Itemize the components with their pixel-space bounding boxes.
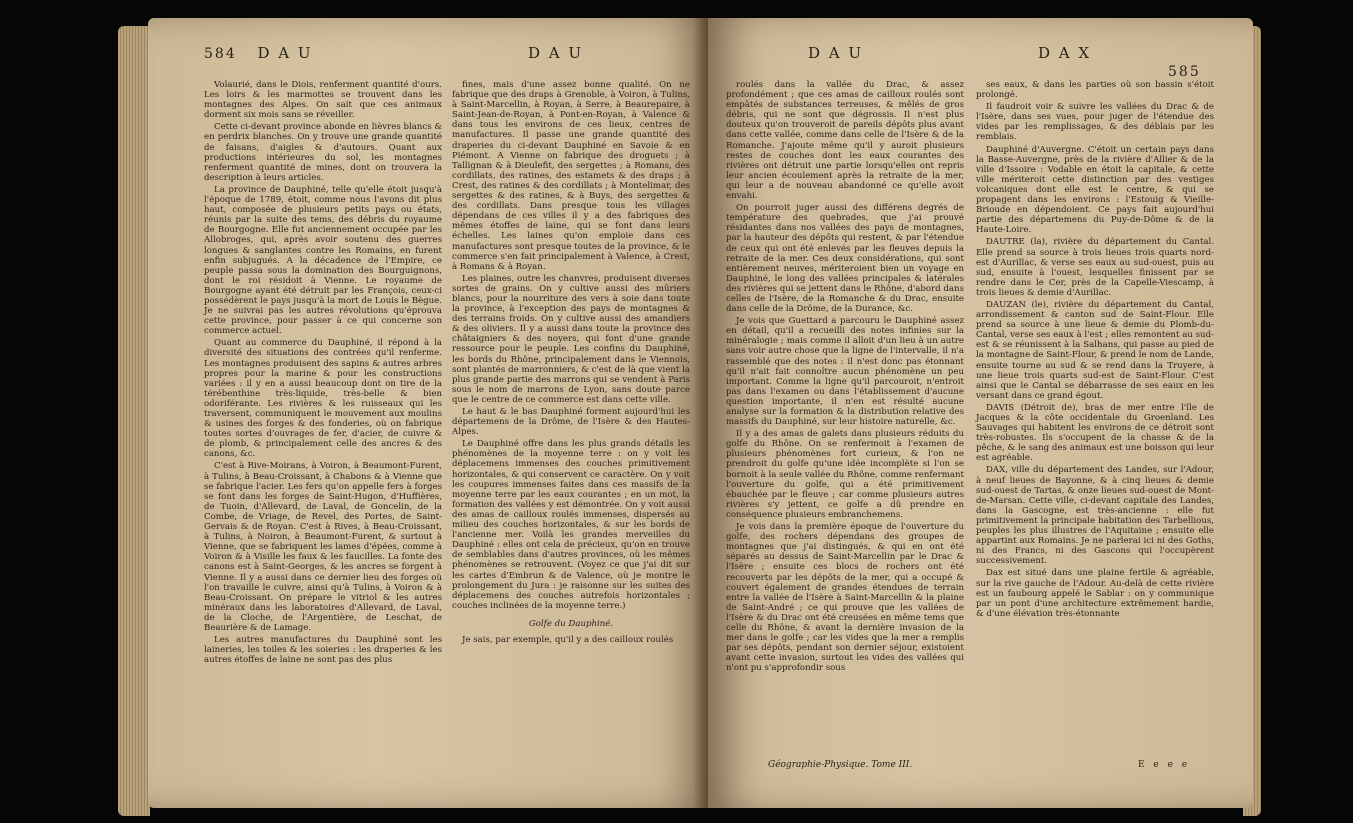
left-header-word: D A U <box>257 44 313 62</box>
paragraph: Il faudroit voir & suivre les vallées du Drac & de l'Isère, dans ses vues, pour juger de l'étendue des vides par les remplissages, & des déblais par les remblais. <box>976 102 1214 143</box>
left-page-edges <box>118 26 150 816</box>
right-header <box>1038 44 1253 80</box>
page-footer: Géographie-Physique. Tome III. <box>768 760 913 770</box>
paragraph: Dauphiné d'Auvergne. C'étoit un certain pays dans la Basse-Auvergne, près de la rivière d'Allier & de la ville d'Issoire : Vodable en étoit la capitale, & cette ville mériteroit cette distinction par des vestiges volcaniques dont elle est le centre, & qui se propagent dans les environs : l'Estouig & Vieille-Brioude en dépendoient. Ce pays fait aujourd'hui partie des départemens du Puy-de-Dôme & de la Haute-Loire. <box>976 144 1214 236</box>
paragraph: ses eaux, & dans les parties où son bassin s'étoit prolongé. <box>976 80 1214 101</box>
left-page <box>148 18 708 808</box>
paragraph: Les plaines, outre les chanvres, produisent diverses sortes de grains. On y cultive aussi des mûriers blancs, pour la nourriture des vers à soie dans toute la province, à l'exception des pays de montagnes & des terrains froids. On y cultive aussi des amandiers & des oliviers. Il y a aussi dans toute la province des châtaigniers & des noyers, qui font d'une grande ressource pour le peuple. Les confins du Dauphiné, les bords du Rhône, principalement dans le Viennois, sont plantés de marronniers, & c'est de là que vient la plus grande partie des marrons qui se vendent à Paris sous le nom de marrons de Lyon, sans doute parce que le centre de ce commerce est dans cette ville. <box>452 273 690 405</box>
left-column-2 <box>452 80 690 647</box>
paragraph: DAVIS (Détroit de), bras de mer entre l'île de Jacques & la côte occidentale du Groenland. Les Sauvages qui habitent les environs de ce détroit sont très-robustes. Ils s'occupent de la chasse & de la pêche, & le sang des animaux est une boisson qui leur est agréable. <box>976 402 1214 464</box>
paragraph: DAUZAN (le), rivière du département du Cantal, arrondissement & canton sud de Saint-Flour. Elle prend sa source à une lieue & demie du Plomb-du-Cantal, verse ses eaux à l'est ; elles remontent au sud-est & se réunissent à la Salhans, qui passe au pied de la montagne de Saint-Flour, & prend le nom de Lande, ensuite tourne au sud & se rend dans la Truyere, à une lieue trois quarts sud-est de Saint-Flour. C'est ainsi que le Cantal se débarrasse de ses eaux en les versant dans ce grand égout. <box>976 299 1214 401</box>
paragraph: Le Dauphiné offre dans les plus grands détails les phénomènes de la moyenne terre : on y voit les déplacemens immenses des couches primitivement horizontales, & qui conservent ce caractère. On y voit les coupures immenses faites dans ces massifs de la moyenne terre par les eaux courantes ; en un mot, la formation des vallées y est démontrée. On y voit aussi des amas de cailloux roulés immenses, dispersés au milieu des couches horizontales, & sur les bords de l'ancienne mer. Voilà les grandes merveilles du Dauphiné : elles ont cela de précieux, qu'on en trouve de semblables dans d'autres provinces, où les mêmes phénomènes se retrouvent. (Voyez ce que j'ai dit sur les cartes d'Embrun & de Valence, où je montre le prolongement du Jura : je raisonne sur les suites des déplacemens des couches autrefois horizontales ; couches inclinées de la moyenne terre.) <box>452 439 690 611</box>
paragraph: fines, mais d'une assez bonne qualité. On ne fabrique que des draps à Grenoble, à Voiron, à Tulins, à Saint-Marcellin, à Royan, à Serre, à Beaurepaire, à Saint-Jean-de-Royan, à Pont-en-Royan, à Valence & dans tous les environs de ces lieux, centres de manufactures. Il passe une grande quantité des draperies du ci-devant Dauphiné en Savoie & en Piémont. A Vienne on fabrique des droguets ; à Tallignan & à Dieulefit, des sergettes ; à Romans, des cordillats, des ratines, des estamets & des draps ; à Crest, des ratines & des cordillats ; à Montelimar, des sergettes & des ratines, & à Buys, des sergettes & des cordillats. Dans presque tous les villages dépendans de ces villes il y a des fabriques des mêmes étoffes de laine, qui se font dans leurs échelles. Les laines qu'on emploie dans ces manufactures sont presque toutes de la province, & le commerce s'en fait principalement à Valence, à Crest, à Romans & à Royan. <box>452 80 690 272</box>
paragraph: Je sais, par exemple, qu'il y a des cailloux roulés <box>462 634 674 645</box>
right-header-word: D A X <box>1038 44 1092 62</box>
paragraph: On pourroit juger aussi des différens degrés de température des quebrades, que j'ai prouvé résidantes dans nos vallées des pays de montagnes, par la hauteur des dépôts qui restent, & par l'étendue de ceux qui ont été enlevés par les fleuves depuis la retraite de la mer. Ces deux considérations, qui sont entièrement neuves, mériteroient bien un voyage en Dauphiné, le long des vallées principales & latérales des rivières qui se jettent dans le Rhône, d'abord dans celles de l'Isère, de la Romanche & du Drac, ensuite dans celle de la Drôme, de la Durance, &c. <box>726 203 964 315</box>
paragraph: C'est à Rive-Moirans, à Voiron, à Beaumont-Furent, à Tulins, à Beau-Croissant, à Chabons & à Vienne que se fabrique l'acier. Les fers qu'on appelle fers à forges se font dans les forges de Saint-Hugon, d'Huffières, de Tuoin, d'Allevard, de Laval, de Goncelin, de la Combe, de Vriage, de Revel, des Portes, de Saint-Gervais & de Royan. C'est à Rives, à Beau-Croissant, à Tulins, à Noiron, à Beaumont-Furent, & surtout à Vienne, que se fabriquent les lames d'épées, comme à Voiron & à Visille les faux & les faucilles. La fonte des canons est à Saint-Georges, & les ancres se forgent à Vienne. Il y a aussi dans ce dernier lieu des forges où l'on travaille le cuivre, ainsi qu'à Tulins, à Voiron & à Beau-Croissant. On prépare le vitriol & les autres minéraux dans les laboratoires d'Allevard, de Laval, de la Cloche, de l'Argentière, de Leschat, de Beaurière & de Lamage. <box>204 461 442 633</box>
right-page-number: 585 <box>1168 64 1201 80</box>
paragraph: Le haut & le bas Dauphiné forment aujourd'hui les départemens de la Drôme, de l'Isère & des Hautes-Alpes. <box>452 407 690 438</box>
paragraph: Cette ci-devant province abonde en lièvres blancs & en perdrix blanches. On y trouve une grande quantité de faisans, d'aigles & d'autours. Quant aux productions intérieures du sol, les montagnes renferment quantité de mines, dont on trouvera la description à leurs articles. <box>204 122 442 183</box>
open-book <box>118 18 1253 818</box>
paragraph: Je vois dans la première époque de l'ouverture du golfe, des rochers dépendans des groupes de montagnes que j'ai distingués, & qui en ont été séparés au dessus de Saint-Marcellin par le Drac & l'Isère ; ensuite ces blocs de rochers ont été recouverts par les dépôts de la mer, qui a occupé & couvert également de grandes étendues de terrain entre la vallée de l'Isère à Saint-Marcellin & la plaine de Saint-André ; ce qui prouve que les vallées de l'Isère & du Drac ont été creusées en même tems que celle du Rhône, & avant la dernière invasion de la mer dans le golfe ; car les vides que la mer a remplis par ses dépôts, pendant son dernier séjour, existoient avant cette invasion, surtout les vides des vallées qui n'ont pu s'approfondir sous <box>726 522 964 674</box>
right-header-center: D A U <box>808 44 864 62</box>
left-column-1 <box>204 80 442 667</box>
signature-mark: E e e e <box>1138 760 1191 770</box>
paragraph: DAX, ville du département des Landes, sur l'Adour, à neuf lieues de Bayonne, & à cinq lieues & demie sud-ouest de Tartas, & onze lieues sud-ouest de Mont-de-Marsan. Cette ville, ci-devant capitale des Landes, dans la Gascogne, est très-ancienne : elle fut primitivement la principale habitation des Tarbellious, peuples les plus illustres de l'Aquitaine ; ensuite elle appartint aux Romains. Je ne parlerai ici ni des Goths, ni des Francs, ni des Gascons qui l'occupèrent successivement. <box>976 465 1214 567</box>
paragraph: Il y a des amas de galets dans plusieurs réduits du golfe du Rhône. On se renfermoit à l'examen de plusieurs phénomènes fort curieux, & l'on ne prendroit du golfe qu'une idée incomplète si l'on se bornoit à la seule vallée du Rhône, comme renfermant l'ouverture du golfe, qui a été primitivement ébauchée par le fleuve ; car comme plusieurs autres rivières s'y jettent, ce golfe a dû prendre en conséquence plusieurs embranchemens. <box>726 429 964 520</box>
paragraph: Dax est situé dans une plaine fertile & agréable, sur la rive gauche de l'Adour. Au-delà de cette rivière est un faubourg appelé le Sablar : on y communique par un pont d'une architecture extrêmement hardie, & d'une élévation très-étonnante <box>976 568 1214 619</box>
left-header-center: D A U <box>528 44 584 62</box>
right-column-1 <box>726 80 964 675</box>
left-page-number: 584 <box>204 46 237 62</box>
paragraph: Volaurié, dans le Diois, renferment quantité d'ours. Les loirs & les marmottes se trouvent dans les montagnes des Alpes. On sait que ces animaux dorment six mois sans se réveiller. <box>204 80 442 121</box>
right-page <box>708 18 1253 808</box>
left-header <box>204 44 313 62</box>
paragraph: Je vois que Guettard a parcouru le Dauphiné assez en détail, qu'il a recueilli des notes infinies sur la minéralogie ; mais comme il alloit d'un lieu à un autre sans voir autre chose que la ligne de l'intervalle, il n'a rassemblé que des notes : il n'est donc pas étonnant qu'il n'ait fait connoître aucun phénomène un peu important. Comme la ligne qu'il parcouroit, n'entroit pas dans l'examen ou dans l'établissement d'aucune question importante, il n'en est résulté aucune analyse sur la formation & la distribution relative des massifs du Dauphiné, sur leur histoire naturelle, &c. <box>726 316 964 428</box>
paragraph: Les autres manufactures du Dauphiné sont les laineries, les toiles & les soieries : les draperies & les autres étoffes de laine ne sont pas des plus <box>204 635 442 666</box>
paragraph: roulés dans la vallée du Drac, & assez profondément ; que ces amas de cailloux roulés sont empâtés de substances terreuses, & mêlés de gros débris, qui ne sont que dégrossis. Il n'est plus douteux qu'on trouveroit de pareils dépôts plus avant dans cette vallée, comme dans celle de l'Isère & de la Romanche. J'ajoute même qu'il y auroit plusieurs restes de couches dont les eaux courantes des rivières ont détruit une partie lorsqu'elles ont repris leur ancien écoulement après la retraite de la mer, qui leur a de nouveau abandonné ce qu'elle avoit envahi. <box>726 80 964 202</box>
paragraph: Quant au commerce du Dauphiné, il répond à la diversité des situations des contrées qu'il renferme. Les montagnes produisent des sapins & autres arbres propres pour la marine & pour les constructions variées : il y en a aussi beaucoup dont on tire de la térébenthine très-liquide, très-belle & bien odoriférante. Les rivières & les ruisseaux qui les traversent, communiquent le mouvement aux moulins & usines des forges & des fonderies, où on fabrique toutes sortes d'ouvrages de fer, d'acier, de cuivre & de plomb, & principalement celle des ancres & des canons, &c. <box>204 338 442 460</box>
section-caption: Golfe du Dauphiné. <box>528 618 614 629</box>
paragraph: DAUTRE (la), rivière du département du Cantal. Elle prend sa source à trois lieues trois quarts nord-est d'Aurillac, & verse ses eaux au sud-ouest, puis au sud, ensuite à l'ouest, lesquelles finissent par se rendre dans le Cer, près de la Capelle-Viescamp, à trois lieues & demie d'Aurillac. <box>976 237 1214 298</box>
paragraph: La province de Dauphiné, telle qu'elle étoit jusqu'à l'époque de 1789, étoit, comme nous l'avons dit plus haut, composée de plusieurs petits pays ou états, réunis par la suite des tems, des débris du royaume de Bourgogne. Elle fut anciennement occupée par les Allobroges, qui, après avoir soutenu des guerres longues & sanglantes contre les Romains, en furent enfin subjugués. A la décadence de l'Empire, ce peuple passa sous la domination des Bourguignons, dont le roi résidoit à Vienne. Le royaume de Bourgogne ayant été détruit par les François, ceux-ci possédèrent le pays jusqu'à la mort de Louis le Bègue. Je ne suivrai pas les autres révolutions qu'éprouva cette province, pour passer à ce qui concerne son commerce actuel. <box>204 184 442 337</box>
right-column-2 <box>976 80 1214 621</box>
